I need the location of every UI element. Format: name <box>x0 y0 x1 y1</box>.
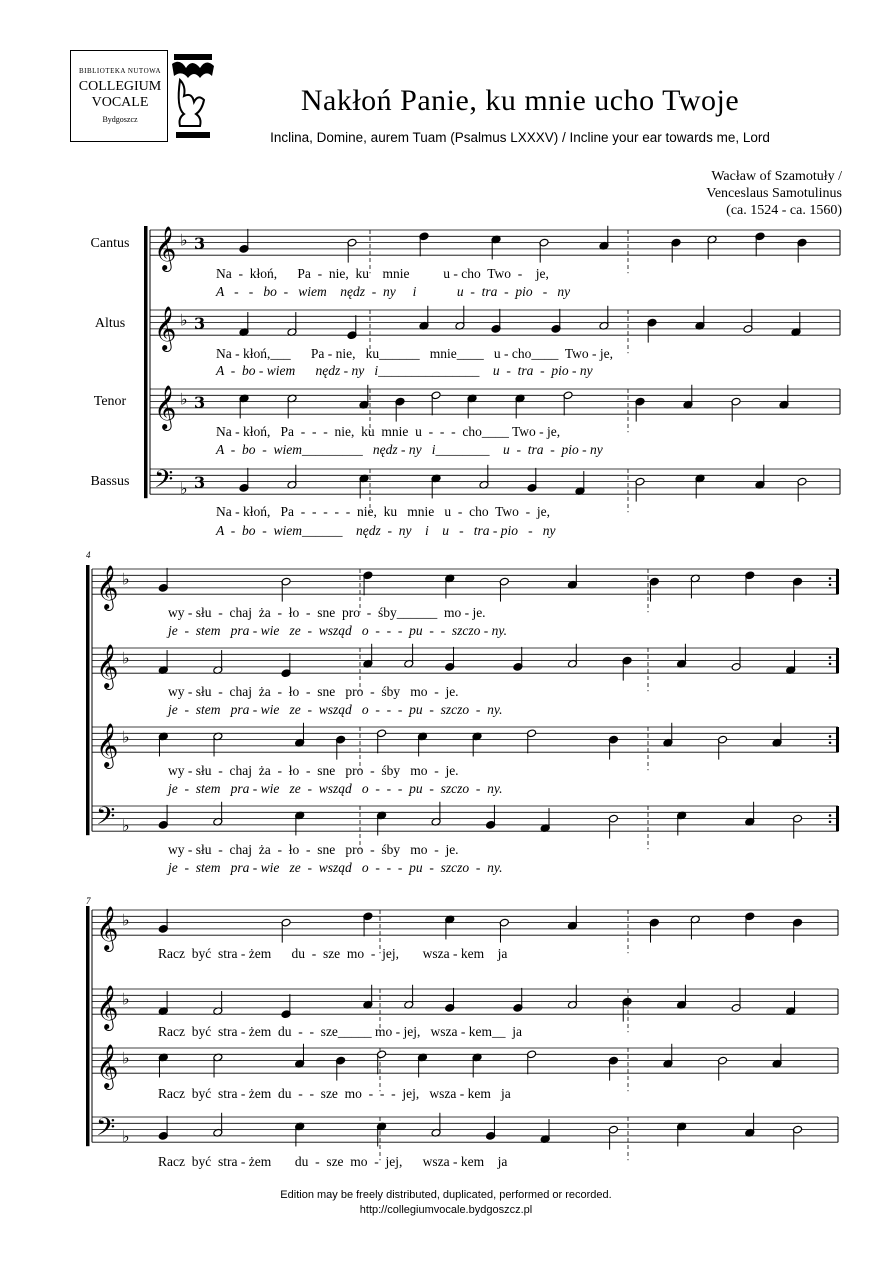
flat-key-signature-icon: ♭ <box>122 1048 130 1068</box>
flat-key-signature-icon: ♭ <box>122 648 130 668</box>
footer-website-link[interactable]: http://collegiumvocale.bydgoszcz.pl <box>359 1204 533 1216</box>
lyrics-cantus-verse1-s2: wy - słu - chaj ża - ło - sne pro - śby______ mo - je. <box>168 605 486 620</box>
flat-key-signature-icon: ♭ <box>180 310 188 330</box>
system-bracket <box>86 906 90 1146</box>
lyrics-altus-verse1: Na - kłoń,___ Pa - nie, ku______ mnie____ u - cho____ Two - je, <box>216 346 614 361</box>
logo-city-text: Bydgoszcz <box>102 115 138 124</box>
flat-key-signature-icon: ♭ <box>122 727 130 747</box>
treble-clef-icon: 𝄞 <box>96 723 119 768</box>
final-repeat-barline <box>836 648 839 673</box>
time-signature-3: 3 <box>194 472 206 492</box>
composer-name-latin: Venceslaus Samotulinus <box>706 186 842 201</box>
lyrics-tenor-verse2-s2: je - stem pra - wie ze - wsząd o - - - pu - szczo - ny. <box>168 781 503 796</box>
repeat-dot <box>829 656 832 659</box>
system-bracket <box>86 565 90 835</box>
time-signature-3: 3 <box>194 313 206 333</box>
flat-key-signature-icon: ♭ <box>122 569 130 589</box>
repeat-dot <box>829 583 832 586</box>
flat-key-signature-icon: ♭ <box>122 989 130 1009</box>
composer-dates: (ca. 1524 - ca. 1560) <box>726 203 842 218</box>
edition-footer <box>0 1188 892 1218</box>
treble-clef-icon: 𝄞 <box>96 1044 119 1089</box>
lyrics-bassus-verse1: Na - kłoń, Pa - - - - - nie, ku mnie u - cho Two - je, <box>216 504 550 519</box>
treble-clef-icon: 𝄞 <box>96 985 119 1030</box>
final-repeat-barline <box>836 569 839 594</box>
lyrics-bassus-verse1-s3: Racz być stra - żem du - sze mo - jej, wsza - kem ja <box>158 1154 508 1169</box>
treble-clef-icon: 𝄞 <box>154 385 177 430</box>
treble-clef-icon: 𝄞 <box>96 565 119 610</box>
lyrics-tenor-verse1: Na - kłoń, Pa - - - nie, ku mnie u - - - cho____ Two - je, <box>216 424 561 439</box>
lyrics-cantus-verse1: Na - kłoń, Pa - nie, ku mnie u - cho Two - je, <box>216 266 549 281</box>
measure-number-system-2: 4 <box>86 550 91 560</box>
system-bracket <box>144 226 148 498</box>
flat-key-signature-icon: ♭ <box>180 230 188 250</box>
lyrics-bassus-verse2: A - bo - wiem______ nędz - ny i u - tra - pio - ny <box>216 523 556 538</box>
time-signature-3: 3 <box>194 392 206 412</box>
lyrics-altus-verse1-s3: Racz być stra - żem du - - sze_____ mo - jej, wsza - kem__ ja <box>158 1024 523 1039</box>
bass-clef-icon: 𝄢 <box>154 465 174 501</box>
final-repeat-barline <box>836 806 839 831</box>
repeat-dot <box>829 814 832 817</box>
logo-vocale-text: VOCALE <box>91 95 149 110</box>
piece-title: Nakłoń Panie, ku mnie ucho Twoje <box>300 84 740 117</box>
flat-key-signature-icon: ♭ <box>122 1127 130 1147</box>
voice-label-cantus: Cantus <box>90 236 130 251</box>
bass-clef-icon: 𝄢 <box>96 802 116 838</box>
lyrics-tenor-verse1-s3: Racz być stra - żem du - - sze mo - - - jej, wsza - kem ja <box>158 1086 511 1101</box>
lyrics-altus-verse2: A - bo - wiem nędz - ny i_______________ u - tra - pio - ny <box>216 363 593 378</box>
time-signature-3: 3 <box>194 233 206 253</box>
lyrics-cantus-verse2-s2: je - stem pra - wie ze - wsząd o - - - pu - - szczo - ny. <box>168 623 507 638</box>
flat-key-signature-icon: ♭ <box>180 389 188 409</box>
treble-clef-icon: 𝄞 <box>96 644 119 689</box>
repeat-dot <box>829 662 832 665</box>
repeat-dot <box>829 577 832 580</box>
logo-collegium-text: COLLEGIUM <box>78 79 162 94</box>
voice-label-altus: Altus <box>94 316 126 331</box>
bass-clef-icon: 𝄢 <box>96 1113 116 1149</box>
treble-clef-icon: 𝄞 <box>154 226 177 271</box>
lyrics-bassus-verse2-s2: je - stem pra - wie ze - wsząd o - - - pu - szczo - ny. <box>168 860 503 875</box>
lyrics-bassus-verse1-s2: wy - słu - chaj ża - ło - sne pro - śby mo - je. <box>168 842 459 857</box>
repeat-dot <box>829 820 832 823</box>
lyrics-tenor-verse2: A - bo - wiem_________ nędz - ny i________ u - tra - pio - ny <box>216 442 603 457</box>
voice-label-tenor: Tenor <box>93 394 127 409</box>
footer-license-text: Edition may be freely distributed, duplicated, performed or recorded. <box>280 1189 612 1201</box>
repeat-dot <box>829 741 832 744</box>
lyrics-cantus-verse2: A - - bo - wiem nędz - ny i u - tra - pio - ny <box>216 284 571 299</box>
flat-key-signature-icon: ♭ <box>122 910 130 930</box>
logo-library-text: BIBLIOTEKA NUTOWA <box>78 67 162 75</box>
lyrics-altus-verse1-s2: wy - słu - chaj ża - ło - sne pro - śby mo - je. <box>168 684 459 699</box>
piece-subtitle: Inclina, Domine, aurem Tuam (Psalmus LXXXV) / Incline your ear towards me, Lord <box>270 130 770 145</box>
lyrics-cantus-verse1-s3: Racz być stra - żem du - sze mo - jej, wsza - kem ja <box>158 946 508 961</box>
lyrics-tenor-verse1-s2: wy - słu - chaj ża - ło - sne pro - śby mo - je. <box>168 763 459 778</box>
voice-label-bassus: Bassus <box>90 474 130 489</box>
flat-key-signature-icon: ♭ <box>180 479 188 499</box>
repeat-dot <box>829 735 832 738</box>
final-repeat-barline <box>836 727 839 752</box>
treble-clef-icon: 𝄞 <box>96 906 119 951</box>
composer-name-polish: Wacław of Szamotuły / <box>711 169 842 184</box>
flat-key-signature-icon: ♭ <box>122 816 130 836</box>
lyrics-altus-verse2-s2: je - stem pra - wie ze - wsząd o - - - pu - szczo - ny. <box>168 702 503 717</box>
measure-number-system-3: 7 <box>86 896 91 906</box>
treble-clef-icon: 𝄞 <box>154 306 177 351</box>
